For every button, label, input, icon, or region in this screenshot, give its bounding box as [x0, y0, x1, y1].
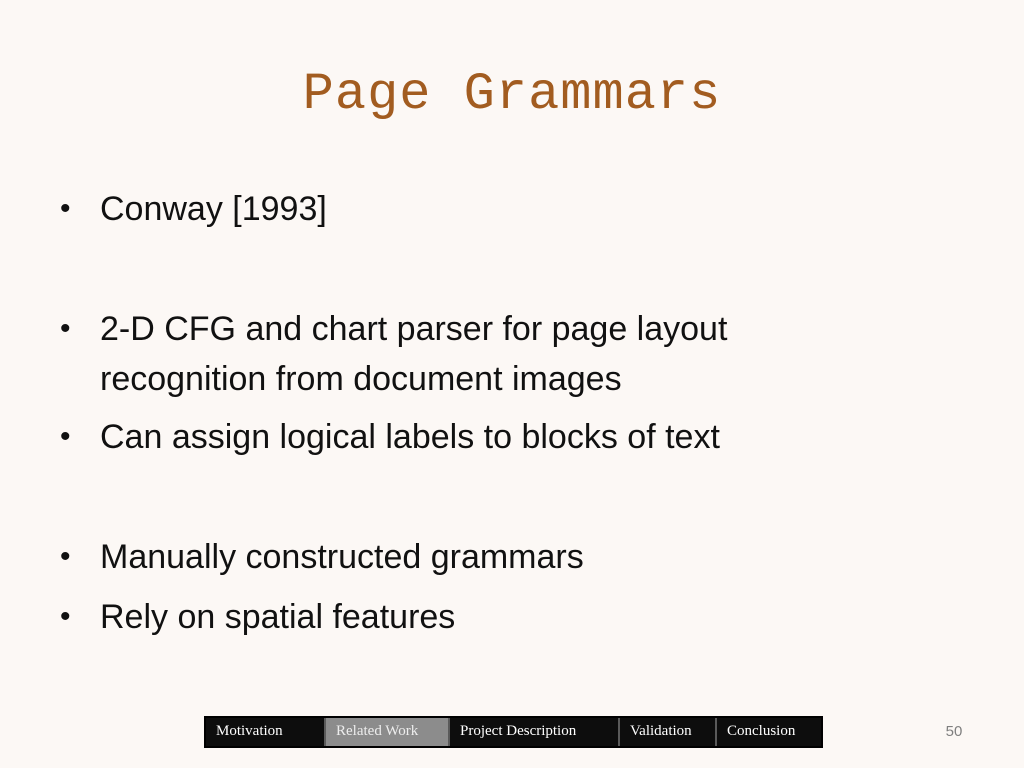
bullet-dot-icon: • [60, 540, 71, 573]
bullet-text: Rely on spatial features [100, 598, 456, 636]
bullet-item-spatial-features [60, 592, 980, 642]
nav-item-validation[interactable]: Validation [618, 718, 715, 746]
nav-item-conclusion[interactable]: Conclusion [715, 718, 821, 746]
bullet-dot-icon: • [60, 312, 71, 345]
bullet-dot-icon: • [60, 600, 71, 633]
bullet-item-cfg-parser [60, 304, 880, 404]
nav-item-project-description[interactable]: Project Description [448, 718, 618, 746]
nav-item-related-work[interactable]: Related Work [324, 718, 448, 746]
bullet-item-conway [60, 184, 980, 234]
slide-title: Page Grammars [302, 65, 722, 124]
bullet-dot-icon: • [60, 192, 71, 225]
bullet-text: Can assign logical labels to blocks of text [100, 418, 720, 456]
bullet-dot-icon: • [60, 420, 71, 453]
bullet-text: Manually constructed grammars [100, 538, 584, 576]
section-nav-bar [204, 716, 823, 748]
page-number: 50 [945, 723, 963, 740]
bullet-text: Conway [1993] [100, 190, 327, 228]
bullet-item-manual-grammars [60, 532, 980, 582]
bullet-text: 2-D CFG and chart parser for page layout recognition from document images [100, 310, 728, 398]
nav-item-motivation[interactable]: Motivation [206, 718, 324, 746]
bullet-item-logical-labels [60, 412, 980, 462]
